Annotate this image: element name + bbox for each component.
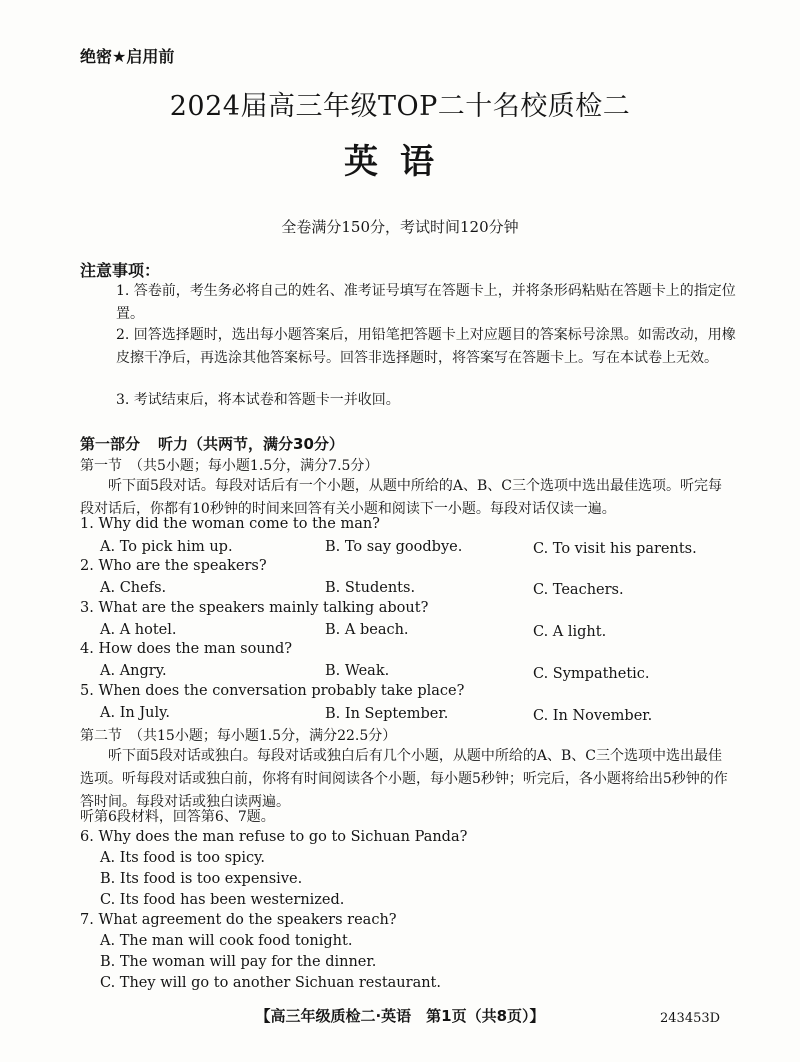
option-b: B. To say goodbye.: [325, 539, 463, 555]
question-stem: 3. What are the speakers mainly talking about?: [80, 600, 429, 616]
part-heading: [80, 433, 344, 454]
question-stem: 4. How does the man sound?: [80, 641, 293, 657]
subject-title: 英语: [344, 142, 456, 182]
option-b: B. Students.: [325, 580, 416, 596]
option-c: C. Its food has been westernized.: [100, 892, 345, 908]
option-b: B. The woman will pay for the dinner.: [100, 954, 377, 970]
option-b: B. A beach.: [325, 622, 409, 638]
notice-heading: 注意事项：: [80, 261, 161, 280]
option-b: B. Weak.: [325, 663, 390, 679]
section-2-title: 第二节 （共15小题；每小题1.5分，满分22.5分）: [80, 728, 397, 744]
option-a: A. A hotel.: [100, 622, 177, 638]
notice-item: 3. 考试结束后，将本试卷和答题卡一并收回。: [116, 392, 400, 408]
option-b: B. Its food is too expensive.: [100, 871, 303, 887]
question-stem: 7. What agreement do the speakers reach?: [80, 912, 397, 928]
option-a: A. In July.: [100, 705, 171, 721]
option-b: B. In September.: [325, 706, 449, 722]
section-2-instructions: 听下面5段对话或独白。每段对话或独白后有几个小题，从题中所给的A、B、C三个选项中选出最佳选项。听每段对话或独白前，你将有时间阅读各个小题，每小题5秒钟；听完后，各小题将给出5秒钟的作答时间。每段对话或独白读两遍。: [80, 748, 728, 810]
page-footer: 【高三年级质检二·英语 第1页（共8页）】: [255, 1007, 545, 1025]
question-stem: 5. When does the conversation probably take place?: [80, 683, 465, 699]
option-a: A. Its food is too spicy.: [100, 850, 265, 866]
question-stem: 6. Why does the man refuse to go to Sichuan Panda?: [80, 829, 468, 845]
option-a: A. Angry.: [100, 663, 167, 679]
notice-item: 2. 回答选择题时，选出每小题答案后，用铅笔把答题卡上对应题目的答案标号涂黑。如需改动，用橡皮擦干净后，再选涂其他答案标号。回答非选择题时，将答案写在答题卡上。写在本试卷上无效。: [116, 327, 736, 366]
option-c: C. A light.: [533, 624, 607, 640]
part-title: 听力（共两节，满分30分）: [158, 435, 344, 453]
confidential-label: 绝密★启用前: [80, 47, 175, 66]
option-c: C. They will go to another Sichuan restaurant.: [100, 975, 441, 991]
option-c: C. Sympathetic.: [533, 666, 650, 682]
option-c: C. In November.: [533, 708, 653, 724]
question-stem: 1. Why did the woman come to the man?: [80, 516, 380, 532]
exam-title: 2024届高三年级TOP二十名校质检二: [169, 91, 631, 122]
paper-code: 243453D: [660, 1011, 721, 1026]
material-subheading: 听第6段材料，回答第6、7题。: [80, 809, 275, 825]
option-a: A. The man will cook food tonight.: [100, 933, 353, 949]
section-1-instructions: 听下面5段对话。每段对话后有一个小题，从题中所给的A、B、C三个选项中选出最佳选项。听完每段对话后，你都有10秒钟的时间来回答有关小题和阅读下一小题。每段对话仅读一遍。: [80, 478, 723, 517]
part-label: 第一部分: [80, 435, 141, 453]
score-time-info: 全卷满分150分，考试时间120分钟: [281, 218, 519, 236]
option-a: A. To pick him up.: [100, 539, 233, 555]
section-1-title: 第一节 （共5小题；每小题1.5分，满分7.5分）: [80, 458, 379, 474]
option-a: A. Chefs.: [100, 580, 167, 596]
option-c: C. To visit his parents.: [533, 541, 697, 557]
option-c: C. Teachers.: [533, 582, 624, 598]
notice-item: 1. 答卷前，考生务必将自己的姓名、准考证号填写在答题卡上，并将条形码粘贴在答题卡上的指定位置。: [116, 283, 736, 322]
question-stem: 2. Who are the speakers?: [80, 558, 267, 574]
